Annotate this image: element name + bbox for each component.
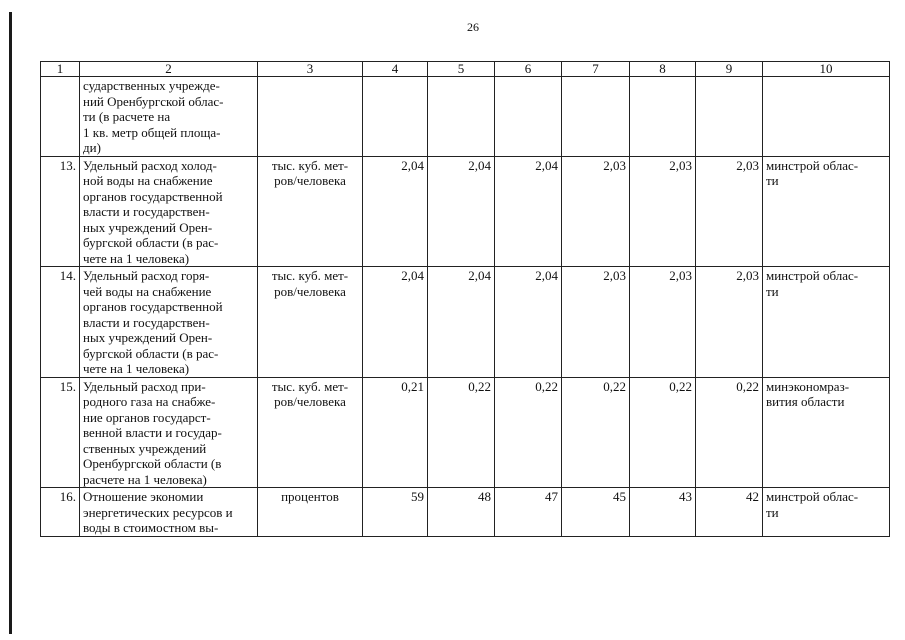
- text-line: Удельный расход холод-: [83, 157, 217, 173]
- value-cell: 0,21: [363, 377, 428, 488]
- value-cell: [562, 77, 630, 157]
- column-header: 5: [428, 62, 495, 77]
- text-line: ти: [766, 173, 779, 188]
- column-header: 9: [696, 62, 763, 77]
- text-line: сударственных учрежде-: [83, 78, 220, 93]
- value-cell: 0,22: [630, 377, 696, 488]
- value-cell: [630, 77, 696, 157]
- text-line: Удельный расход при-: [83, 378, 206, 394]
- text-line: ной воды на снабжение: [83, 173, 213, 188]
- responsible-cell: [763, 377, 890, 488]
- table-row: [41, 267, 890, 378]
- data-table: [40, 61, 890, 537]
- value-cell: 59: [363, 488, 428, 537]
- text-line: тыс. куб. мет-: [271, 157, 349, 173]
- unit-cell: [258, 488, 363, 537]
- text-line: Удельный расход горя-: [83, 268, 210, 283]
- value-cell: 2,04: [495, 267, 562, 378]
- text-line: 1 кв. метр общей площа-: [83, 124, 221, 140]
- indicator-name: [80, 267, 258, 378]
- row-number: 14.: [41, 267, 80, 378]
- column-header: 3: [258, 62, 363, 77]
- left-margin-rule: [9, 12, 12, 634]
- indicator-name: [80, 156, 258, 267]
- column-header: 10: [763, 62, 890, 77]
- text-line: ти (в расчете на: [83, 109, 171, 124]
- column-header: 4: [363, 62, 428, 77]
- value-cell: 2,04: [363, 156, 428, 267]
- text-line: расчете на 1 человека): [83, 471, 207, 487]
- value-cell: 2,03: [562, 267, 630, 378]
- text-line: чей воды на снабжение: [83, 283, 212, 299]
- value-cell: 0,22: [495, 377, 562, 488]
- text-line: ти: [766, 283, 779, 299]
- column-header: 2: [80, 62, 258, 77]
- text-line: минстрой облас-: [766, 489, 859, 504]
- value-cell: 0,22: [562, 377, 630, 488]
- text-line: ний Оренбургской облас-: [83, 93, 224, 109]
- text-line: минэкономраз-: [766, 378, 850, 394]
- value-cell: 2,03: [696, 156, 763, 267]
- text-line: ров/человека: [274, 283, 346, 299]
- responsible-cell: [763, 488, 890, 537]
- text-line: органов государственной: [83, 188, 223, 204]
- value-cell: 47: [495, 488, 562, 537]
- text-line: власти и государствен-: [83, 314, 210, 330]
- responsible-cell: [763, 267, 890, 378]
- row-number: [41, 77, 80, 157]
- text-line: родного газа на снабже-: [83, 394, 216, 409]
- value-cell: [363, 77, 428, 157]
- indicator-name: [80, 377, 258, 488]
- unit-cell: [258, 267, 363, 378]
- value-cell: 2,04: [363, 267, 428, 378]
- text-line: вития области: [766, 394, 845, 409]
- text-line: ственных учреждений: [83, 440, 207, 456]
- unit-cell: [258, 77, 363, 157]
- value-cell: [696, 77, 763, 157]
- table-row: [41, 377, 890, 488]
- text-line: воды в стоимостном вы-: [83, 520, 219, 535]
- table-row: [41, 77, 890, 157]
- value-cell: 2,03: [696, 267, 763, 378]
- value-cell: [495, 77, 562, 157]
- value-cell: 2,04: [428, 156, 495, 267]
- value-cell: 43: [630, 488, 696, 537]
- unit-cell: [258, 377, 363, 488]
- header-row: [41, 62, 890, 77]
- text-line: Оренбургской области (в: [83, 456, 222, 471]
- text-line: власти и государствен-: [83, 204, 210, 219]
- text-line: тыс. куб. мет-: [271, 268, 349, 283]
- table-row: [41, 156, 890, 267]
- text-line: бургской области (в рас-: [83, 345, 219, 361]
- value-cell: 2,03: [630, 156, 696, 267]
- row-number: 16.: [41, 488, 80, 537]
- text-line: минстрой облас-: [766, 157, 859, 173]
- value-cell: 45: [562, 488, 630, 537]
- value-cell: 0,22: [696, 377, 763, 488]
- value-cell: 0,22: [428, 377, 495, 488]
- text-line: энергетических ресурсов и: [83, 504, 233, 520]
- unit-cell: [258, 156, 363, 267]
- value-cell: 2,04: [428, 267, 495, 378]
- text-line: венной власти и государ-: [83, 425, 222, 440]
- table-row: [41, 488, 890, 537]
- responsible-cell: [763, 77, 890, 157]
- text-line: процентов: [281, 489, 339, 504]
- row-number: 15.: [41, 377, 80, 488]
- value-cell: 2,03: [562, 156, 630, 267]
- text-line: ди): [83, 140, 101, 155]
- column-header: 7: [562, 62, 630, 77]
- value-cell: [428, 77, 495, 157]
- responsible-cell: [763, 156, 890, 267]
- text-line: ти: [766, 504, 779, 520]
- value-cell: 2,04: [495, 156, 562, 267]
- text-line: Отношение экономии: [83, 489, 204, 504]
- indicator-name: [80, 77, 258, 157]
- text-line: минстрой облас-: [766, 268, 859, 283]
- indicator-name: [80, 488, 258, 537]
- text-line: чете на 1 человека): [83, 250, 190, 266]
- text-line: ров/человека: [274, 394, 346, 409]
- value-cell: 2,03: [630, 267, 696, 378]
- row-number: 13.: [41, 156, 80, 267]
- text-line: чете на 1 человека): [83, 361, 190, 376]
- value-cell: 48: [428, 488, 495, 537]
- text-line: ных учреждений Орен-: [83, 330, 213, 345]
- column-header: 6: [495, 62, 562, 77]
- text-line: органов государственной: [83, 299, 223, 314]
- text-line: ных учреждений Орен-: [83, 219, 213, 235]
- text-line: ров/человека: [274, 173, 346, 188]
- page-number: 26: [467, 20, 479, 34]
- column-header: 1: [41, 62, 80, 77]
- text-line: бургской области (в рас-: [83, 235, 219, 250]
- column-header: 8: [630, 62, 696, 77]
- text-line: тыс. куб. мет-: [271, 378, 349, 394]
- text-line: ние органов государст-: [83, 409, 211, 425]
- value-cell: 42: [696, 488, 763, 537]
